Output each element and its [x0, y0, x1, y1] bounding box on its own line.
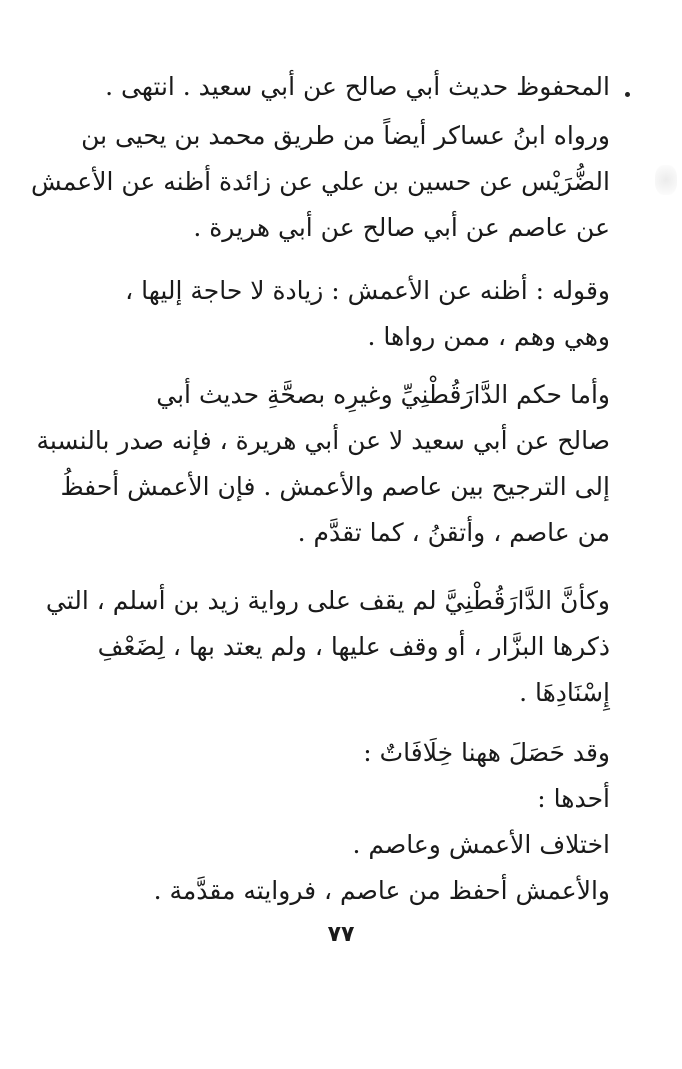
text-line: وهي وهم ، ممن رواها .: [367, 322, 610, 351]
text-line: والأعمش أحفظ من عاصم ، فروايته مقدَّمة .: [153, 876, 610, 905]
text-line: صالح عن أبي سعيد لا عن أبي هريرة ، فإنه صدر بالنسبة: [36, 426, 610, 455]
text-line: وكأنَّ الدَّارَقُطْنِيَّ لم يقف على رواية زيد بن أسلم ، التي: [45, 586, 610, 615]
page-number: ٧٧: [327, 922, 355, 947]
paragraph-1: [100, 64, 610, 110]
text-line: المحفوظ حديث أبي صالح عن أبي سعيد . انتهى .: [105, 72, 610, 101]
text-line: اختلاف الأعمش وعاصم .: [352, 830, 610, 859]
paragraph-6: [100, 730, 610, 914]
text-line: إلى الترجيح بين عاصم والأعمش . فإن الأعمش أحفظُ: [60, 472, 610, 501]
text-line: وأما حكم الدَّارَقُطْنِيِّ وغيرِه بصحَّةِ حديث أبي: [156, 380, 610, 409]
paragraph-5: [45, 578, 610, 716]
text-line: أحدها :: [537, 784, 610, 813]
scan-smudge: [655, 165, 677, 195]
text-line: ورواه ابنُ عساكر أيضاً من طريق محمد بن يحيى بن: [81, 121, 610, 150]
text-line: الضُّرَيْس عن حسين بن علي عن زائدة أظنه عن الأعمش: [30, 167, 610, 196]
text-line: عن عاصم عن أبي صالح عن أبي هريرة .: [193, 213, 610, 242]
text-line: إِسْنَادِهَا .: [519, 678, 610, 707]
text-line: وقد حَصَلَ ههنا خِلَافَاتٌ :: [363, 738, 610, 767]
margin-dot: [625, 92, 630, 97]
paragraph-3: [100, 268, 610, 360]
paragraph-4: [36, 372, 610, 556]
paragraph-2: [30, 113, 610, 251]
text-line: من عاصم ، وأتقنُ ، كما تقدَّم .: [297, 518, 610, 547]
text-line: وقوله : أظنه عن الأعمش : زيادة لا حاجة إليها ،: [125, 276, 610, 305]
text-line: ذكرها البزَّار ، أو وقف عليها ، ولم يعتد بها ، لِضَعْفِ: [97, 632, 610, 661]
